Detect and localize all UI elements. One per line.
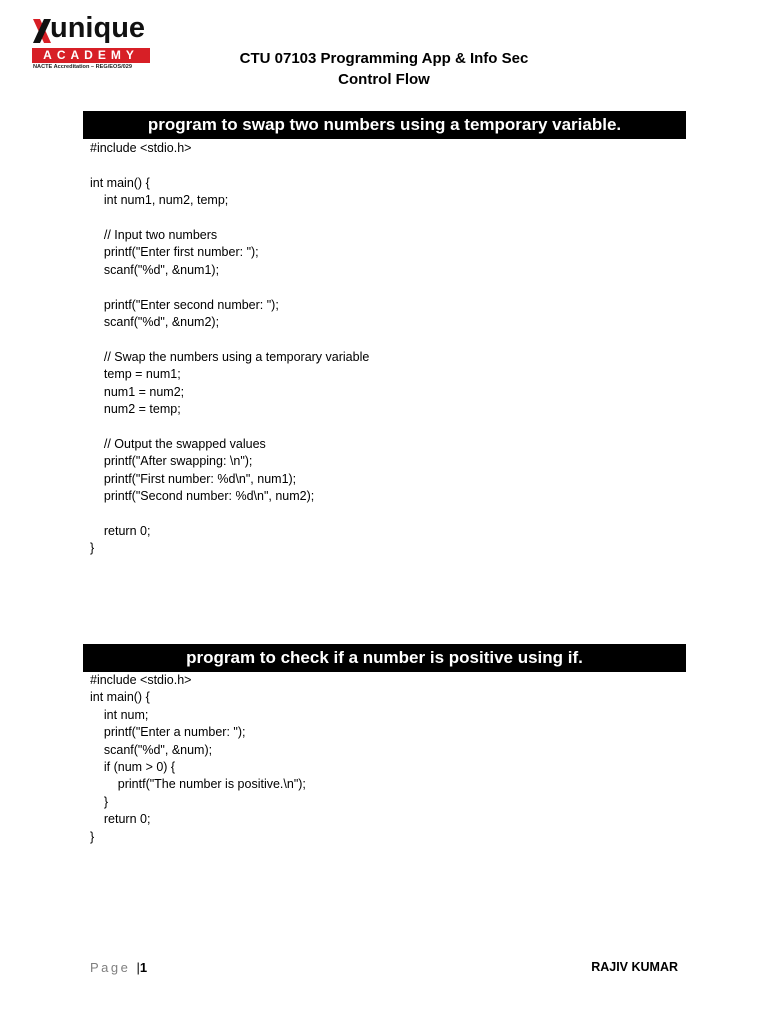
section-heading-positive: program to check if a number is positive using if. <box>83 644 686 672</box>
code-block-swap: #include <stdio.h> int main() { int num1, num2, temp; // Input two numbers printf("Enter first number: "); scanf("%d", &num1); printf("Enter second number: "); scanf("%d", &num2); // Swap the numbers using a temporary variable temp = num1; num1 = num2; num2 = temp; // Output the swapped values printf("After swapping: \n"); printf("First number: %d\n", num1); printf("Second number: %d\n", num2); return 0; } <box>90 141 370 556</box>
section-heading-swap: program to swap two numbers using a temporary variable. <box>83 111 686 139</box>
logo-accreditation: NACTE Accreditation – REG/EOS/029 <box>33 64 132 70</box>
code-block-positive: #include <stdio.h> int main() { int num; printf("Enter a number: "); scanf("%d", &num); if (num > 0) { printf("The number is positive.\n"); } return 0; } <box>90 673 306 844</box>
page-number: 1 <box>139 960 148 975</box>
footer-author: RAJIV KUMAR <box>591 960 678 974</box>
document-header <box>200 48 568 90</box>
topic-title: Control Flow <box>338 71 430 88</box>
page-footer-number <box>90 960 147 975</box>
logo-academy-band: ACADEMY <box>32 48 150 63</box>
course-title: CTU 07103 Programming App & Info Sec <box>239 50 529 67</box>
academy-logo <box>30 12 152 74</box>
logo-wordmark: unique <box>50 12 146 44</box>
page-separator: | <box>136 960 140 975</box>
page-label: Page <box>90 960 131 975</box>
